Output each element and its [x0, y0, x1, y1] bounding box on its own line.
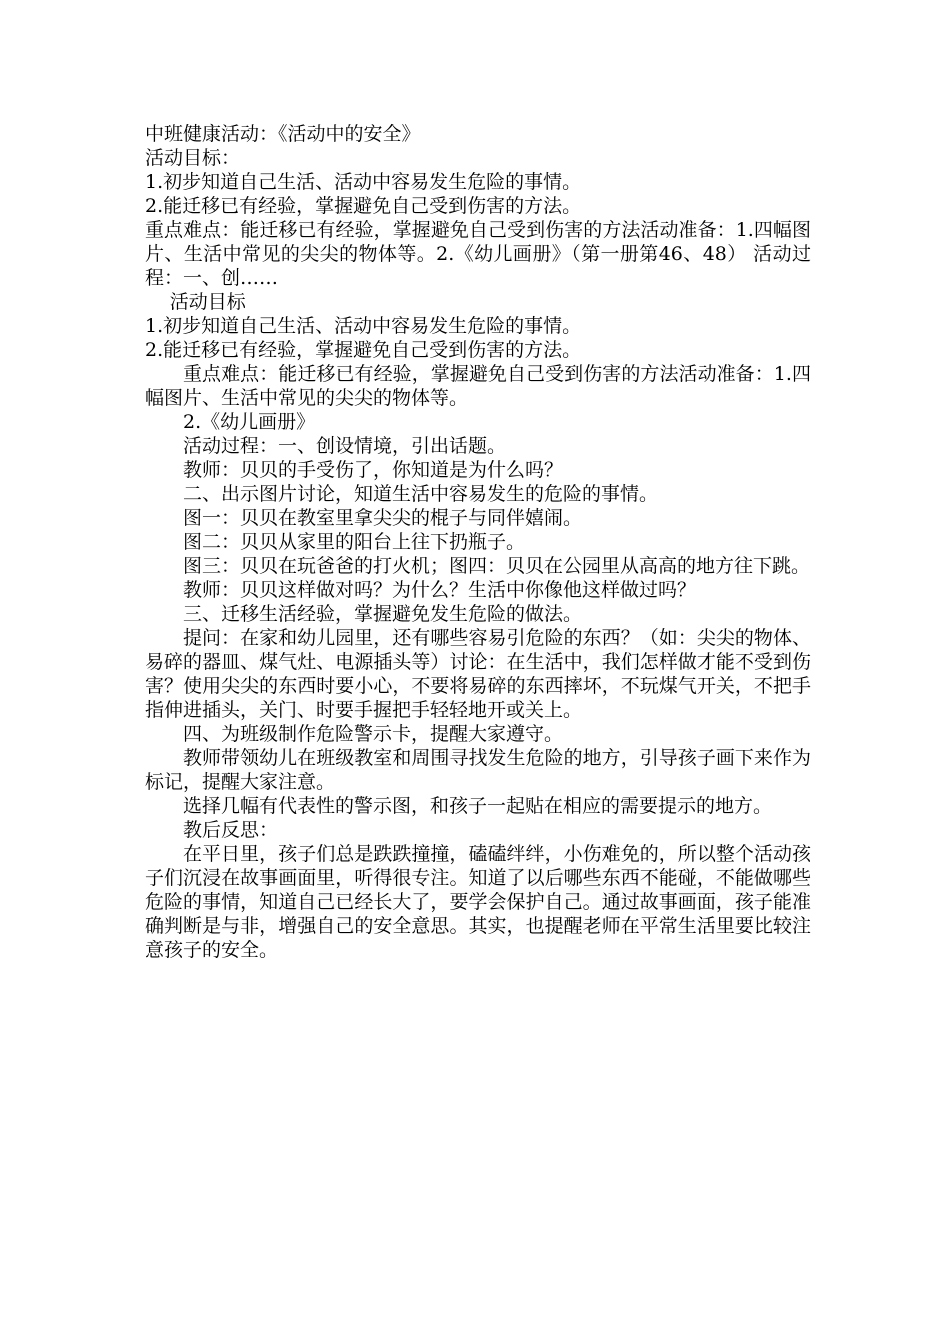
paragraph: 教师：贝贝这样做对吗？为什么？生活中你像他这样做过吗？: [183, 579, 697, 601]
paragraph: 在平日里，孩子们总是跌跌撞撞，磕磕绊绊，小伤难免的，所以整个活动孩子们沉浸在故事画面里，听得很专注。知道了以后哪些东西不能碰，不能做哪些危险的事情，知道自己已经长大了，要学会保护自己。通过故事画面，孩子能准确判断是与非，增强自己的安全意思。其实，也提醒老师在平常生活里要比较注意孩子的安全。: [145, 843, 811, 961]
paragraph: 活动目标: [169, 291, 246, 313]
paragraph: 教师：贝贝的手受伤了，你知道是为什么吗？: [183, 459, 564, 481]
paragraph: 图一：贝贝在教室里拿尖尖的棍子与同伴嬉闹。: [183, 507, 583, 529]
paragraph: 2.能迁移已有经验，掌握避免自己受到伤害的方法。: [145, 339, 582, 361]
paragraph: 1.初步知道自己生活、活动中容易发生危险的事情。: [145, 315, 582, 337]
paragraph: 2.《幼儿画册》: [183, 411, 316, 433]
paragraph: 图二：贝贝从家里的阳台上往下扔瓶子。: [183, 531, 526, 553]
paragraph: 图三：贝贝在玩爸爸的打火机；图四：贝贝在公园里从高高的地方往下跳。: [183, 555, 811, 577]
paragraph: 教后反思：: [183, 819, 279, 841]
paragraph-list: [145, 146, 811, 962]
paragraph: 活动过程：一、创设情境，引出话题。: [183, 435, 507, 457]
paragraph: 选择几幅有代表性的警示图，和孩子一起贴在相应的需要提示的地方。: [183, 795, 773, 817]
document-body: [145, 122, 811, 962]
paragraph: 2.能迁移已有经验，掌握避免自己受到伤害的方法。: [145, 195, 582, 217]
paragraph: 二、出示图片讨论，知道生活中容易发生的危险的事情。: [183, 483, 659, 505]
paragraph: 1.初步知道自己生活、活动中容易发生危险的事情。: [145, 171, 582, 193]
document-title: 中班健康活动：《活动中的安全》: [145, 123, 421, 145]
paragraph: 重点难点：能迁移已有经验，掌握避免自己受到伤害的方法活动准备：1.四幅图片、生活中常见的尖尖的物体等。2.《幼儿画册》（第一册第46、48） 活动过程：一、创……: [145, 219, 811, 289]
paragraph: 活动目标：: [145, 147, 241, 169]
paragraph: 提问：在家和幼儿园里，还有哪些容易引危险的东西？（如：尖尖的物体、易碎的器皿、煤气灶、电源插头等）讨论：在生活中，我们怎样做才能不受到伤害？使用尖尖的东西时要小心，不要将易碎的东西摔坏，不玩煤气开关，不把手指伸进插头，关门、时要手握把手轻轻地开或关上。: [145, 627, 811, 721]
paragraph: 三、迁移生活经验，掌握避免发生危险的做法。: [183, 603, 583, 625]
paragraph: 重点难点：能迁移已有经验，掌握避免自己受到伤害的方法活动准备：1.四幅图片、生活中常见的尖尖的物体等。: [145, 363, 811, 409]
paragraph: 教师带领幼儿在班级教室和周围寻找发生危险的地方，引导孩子画下来作为标记，提醒大家注意。: [145, 747, 811, 793]
paragraph: 四、为班级制作危险警示卡，提醒大家遵守。: [183, 723, 564, 745]
